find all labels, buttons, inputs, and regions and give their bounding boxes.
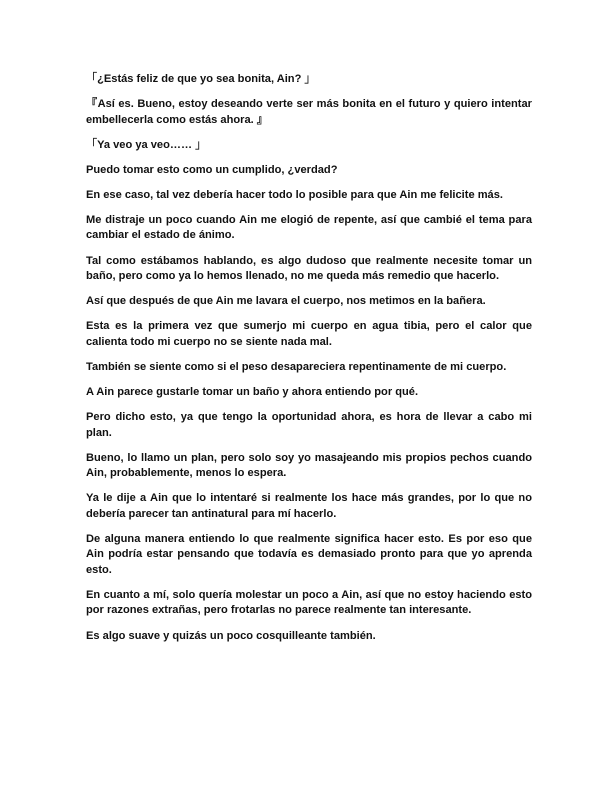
paragraph: Pero dicho esto, ya que tengo la oportunidad ahora, es hora de llevar a cabo mi plan.	[86, 411, 532, 439]
paragraph: A Ain parece gustarle tomar un baño y ahora entiendo por qué.	[86, 385, 419, 398]
paragraph: Así que después de que Ain me lavara el cuerpo, nos metimos en la bañera.	[86, 295, 486, 308]
paragraph: Bueno, lo llamo un plan, pero solo soy yo masajeando mis propios pechos cuando Ain, probablemente, menos lo espera.	[86, 451, 532, 480]
paragraph: Es algo suave y quizás un poco cosquilleante también.	[86, 629, 376, 642]
paragraph: Tal como estábamos hablando, es algo dudoso que realmente necesite tomar un baño, pero como ya lo hemos llenado, no me queda más remedio que hacerlo.	[86, 254, 532, 283]
paragraph: En ese caso, tal vez debería hacer todo lo posible para que Ain me felicite más.	[86, 188, 503, 201]
paragraph-dialogue-1: 「¿Estás feliz de que yo sea bonita, Ain? 」	[86, 73, 316, 85]
paragraph: Me distraje un poco cuando Ain me elogió de repente, así que cambié el tema para cambiar el estado de ánimo.	[86, 213, 532, 242]
paragraph: En cuanto a mí, solo quería molestar un poco a Ain, así que no estoy haciendo esto por razones extrañas, pero frotarlas no parece realmente tan interesante.	[86, 588, 532, 617]
paragraph-dialogue-3: 「Ya veo ya veo…… 」	[86, 138, 207, 151]
paragraph: De alguna manera entiendo lo que realmente significa hacer esto. Es por eso que Ain podría estar pensando que todavía es demasiado pronto para que yo aprenda esto.	[86, 532, 532, 576]
paragraph: Ya le dije a Ain que lo intentaré si realmente los hace más grandes, por lo que no debería parecer tan antinatural para mí hacerlo.	[86, 492, 532, 520]
paragraph: Puedo tomar esto como un cumplido, ¿verdad?	[86, 163, 338, 176]
paragraph: También se siente como si el peso desapareciera repentinamente de mi cuerpo.	[86, 360, 507, 373]
paragraph: Esta es la primera vez que sumerjo mi cuerpo en agua tibia, pero el calor que calienta todo mi cuerpo no se siente nada mal.	[86, 320, 532, 348]
document-body	[86, 72, 532, 654]
paragraph-dialogue-2: 『Así es. Bueno, estoy deseando verte ser más bonita en el futuro y quiero intentar embellecerla como estás ahora. 』	[86, 98, 532, 126]
